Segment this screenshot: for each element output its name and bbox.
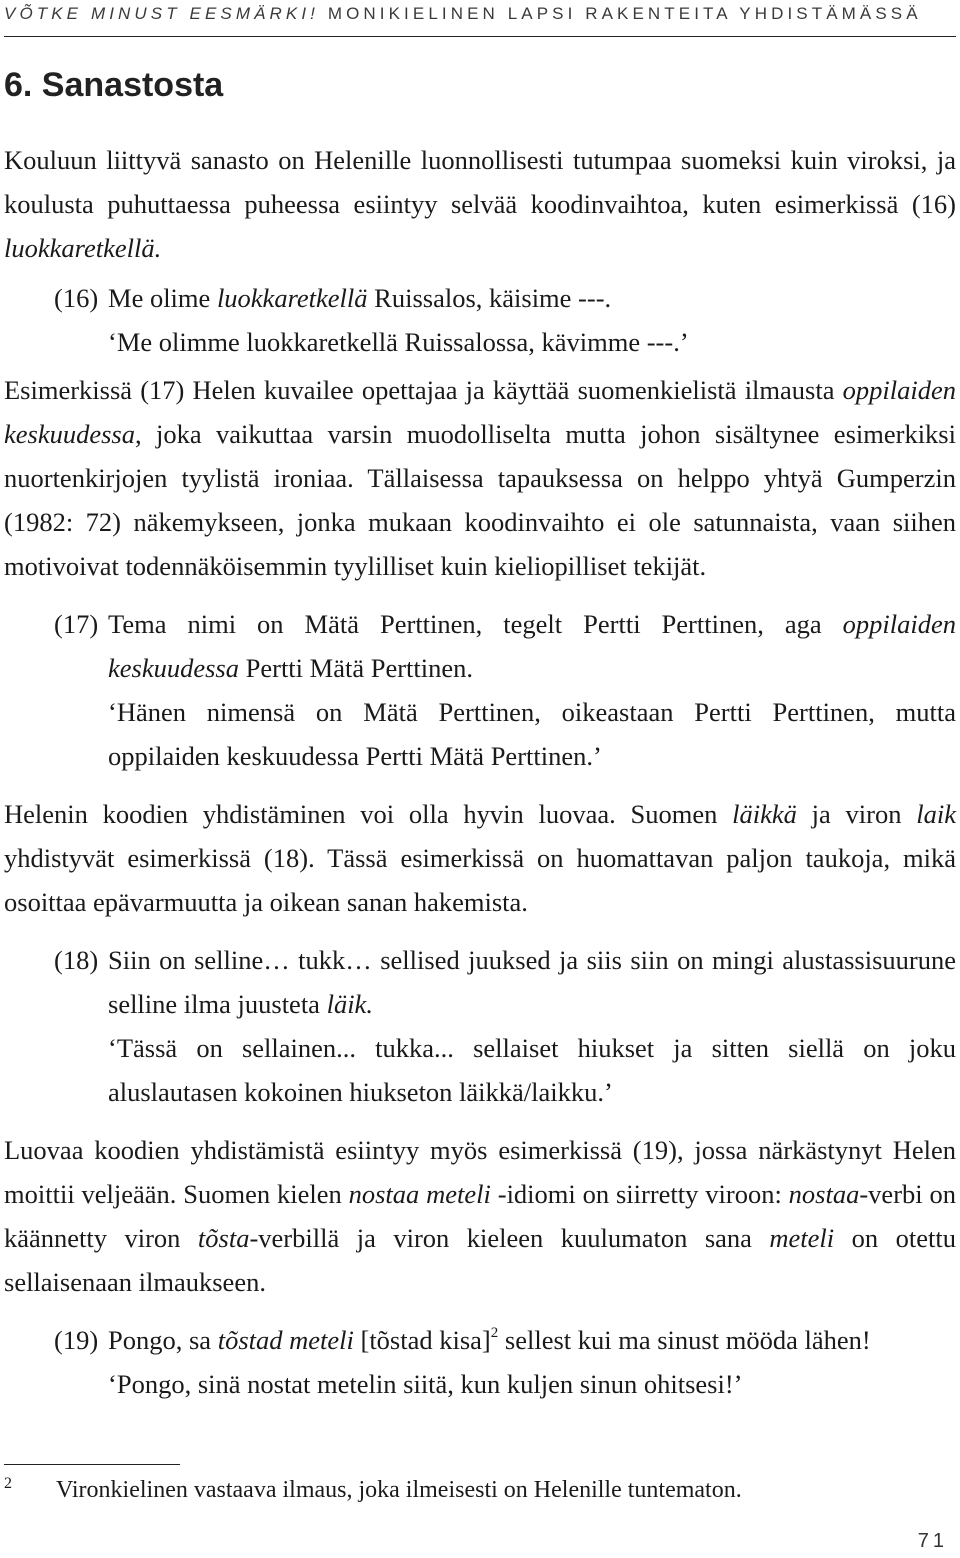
running-header-subtitle: MONIKIELINEN LAPSI RAKENTEITA YHDISTÄMÄSSÄ	[319, 4, 922, 23]
example-number: (18)	[54, 945, 99, 975]
page-number: 71	[917, 1530, 948, 1552]
example-gloss: ‘Me olimme luokkaretkellä Ruissalossa, kävimme ---.’	[108, 327, 689, 357]
example-source: Me olime luokkaretkellä Ruissalos, käisime ---.	[108, 283, 612, 313]
example-source: Siin on selline… tukk… sellised juuksed ja siis siin on mingi alustassisuurune selline ilma juusteta läik.	[108, 945, 956, 1019]
example-gloss: ‘Hänen nimensä on Mätä Perttinen, oikeastaan Pertti Perttinen, mutta oppilaiden keskuudessa Pertti Mätä Perttinen.’	[108, 697, 956, 771]
example-number: (16)	[54, 283, 99, 313]
paragraph-1	[4, 138, 956, 270]
example-number: (19)	[54, 1325, 99, 1355]
paragraph-1-text: Kouluun liittyvä sanasto on Helenille luonnollisesti tutumpaa suomeksi kuin viroksi, ja koulusta puhuttaessa puheessa esiintyy selvää koodinvaihtoa, kuten esimerkissä (16)	[4, 145, 956, 219]
header-rule	[4, 36, 956, 37]
section-title: 6. Sanastosta	[4, 66, 224, 104]
example-17	[4, 602, 956, 778]
footnote-number: 2	[4, 1475, 12, 1492]
example-19	[4, 1318, 956, 1406]
example-source: Tema nimi on Mätä Perttinen, tegelt Pertti Perttinen, aga oppilaiden keskuudessa Pertti Mätä Perttinen.	[108, 609, 956, 683]
example-number: (17)	[54, 609, 99, 639]
footnote	[4, 1474, 944, 1506]
footnote-marker: 2	[490, 1325, 499, 1342]
running-header	[4, 4, 956, 24]
running-header-title: VÕTKE MINUST EESMÄRKI!	[4, 4, 320, 23]
example-18	[4, 938, 956, 1114]
footnote-text: Vironkielinen vastaava ilmaus, joka ilmeisesti on Helenille tuntematon.	[56, 1477, 742, 1503]
footnote-rule	[4, 1464, 180, 1465]
example-16	[4, 276, 956, 364]
example-gloss: ‘Pongo, sinä nostat metelin siitä, kun kuljen sinun ohitsesi!’	[108, 1369, 743, 1399]
body-text	[4, 138, 956, 1406]
example-gloss: ‘Tässä on sellainen... tukka... sellaiset hiukset ja sitten siellä on joku aluslautasen kokoinen hiukseton läikkä/laikku.’	[108, 1033, 956, 1107]
paragraph-1-italic: luokkaretkellä.	[4, 233, 162, 263]
example-source: Pongo, sa tõstad meteli [tõstad kisa]$^2$ sellest kui ma sinust mööda lähen!	[108, 1325, 871, 1355]
paragraph-4: Luovaa koodien yhdistämistä esiintyy myös esimerkissä (19), jossa närkästynyt Helen moittii veljeään. Suomen kielen nostaa meteli -idiomi on siirretty viroon: nostaa-verbi on käännetty viron tõsta-verbillä ja viron kieleen kuulumaton sana meteli on otettu sellaisenaan ilmaukseen.	[4, 1135, 956, 1297]
paragraph-2: Esimerkissä (17) Helen kuvailee opettajaa ja käyttää suomenkielistä ilmausta oppilaiden keskuudessa, joka vaikuttaa varsin muodolliselta mutta johon sisältynee esimerkiksi nuortenkirjojen tyylistä ironiaa. Tällaisessa tapauksessa on helppo yhtyä Gumperzin (1982: 72) näkemykseen, jonka mukaan koodinvaihto ei ole satunnaista, vaan siihen motivoivat todennäköisemmin tyylilliset kuin kieliopilliset tekijät.	[4, 375, 956, 581]
paragraph-3: Helenin koodien yhdistäminen voi olla hyvin luovaa. Suomen läikkä ja viron laik yhdistyvät esimerkissä (18). Tässä esimerkissä on huomattavan paljon taukoja, mikä osoittaa epävarmuutta ja oikean sanan hakemista.	[4, 799, 956, 917]
